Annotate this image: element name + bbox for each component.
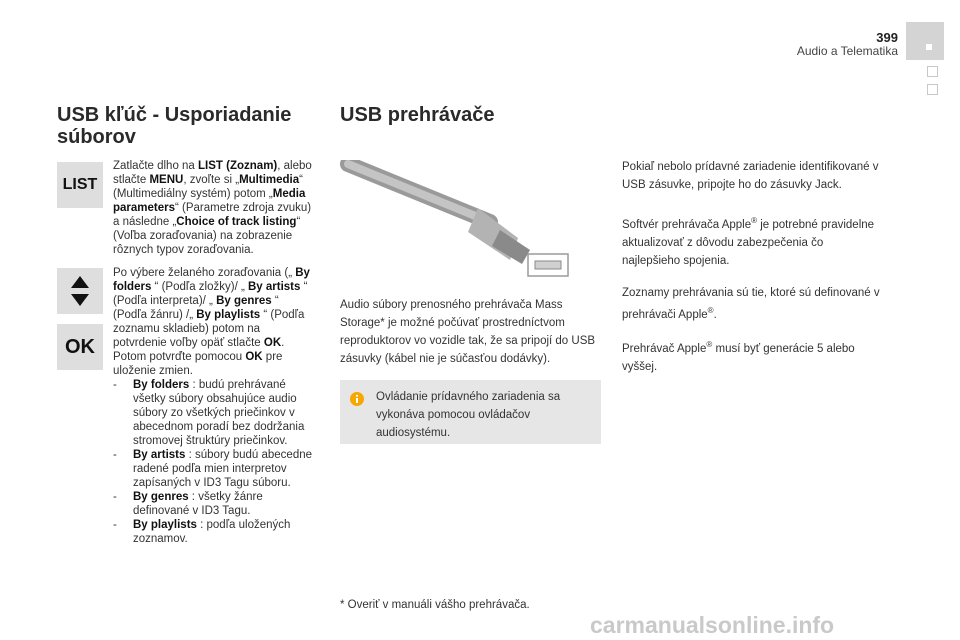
list-item: - By folders : budú prehrávané všetky súbory obsahujúce audio súbory zo všetkých priečinkov v abecednom poradí bez dodržania stromovej štruktúry priečinkov. <box>113 379 305 447</box>
section-title: Audio a Telematika <box>796 44 898 58</box>
left-paragraph-1: Zatlačte dlho na LIST (Zoznam), alebo stlačte MENU, zvoľte si „Multimedia“ (Multimediálny systém) potom „Media parameters“ (Parametre zdroja zvuku) a následne „Choice of track listing“ (Voľba zoraďovania) na zobrazenie rôznych typov zoraďovania. <box>113 160 312 256</box>
chapter-tab <box>906 22 944 60</box>
watermark: carmanualsonline.info <box>590 612 835 638</box>
right-paragraph-3: Zoznamy prehrávania sú tie, ktoré sú definované v prehrávači Apple®. <box>622 287 880 321</box>
left-title: USB kľúč - Usporiadanie súborov <box>57 104 292 148</box>
footnote: * Overiť v manuáli vášho prehrávača. <box>340 599 530 611</box>
usb-plug-illustration <box>340 160 580 280</box>
right-paragraph-4: Prehrávač Apple® musí byť generácie 5 alebo vyššej. <box>622 340 855 373</box>
left-paragraph-2: Po výbere želaného zoraďovania („ By folders “ (Podľa zložky)/ „ By artists “ (Podľa interpreta)/ „ By genres “ (Podľa žánru) /„ By playlists “ (Podľa zoznamu skladieb) potom na potvrdenie voľby opäť stlačte OK. Potom potvrďte pomocou OK pre uloženie zmien. - By folders : budú prehrávané všetky súbory obsahujúce audio súbory zo všetkých priečinkov v abecednom poradí bez dodržania stromovej štruktúry priečinkov. - By artists : súbory budú abecedne radené podľa mien interpretov zapísaných v ID3 Tagu súboru. - By genres : všetky žánre definované v ID3 Tagu. - By playlists : podľa uložených zoznamov. <box>113 266 315 546</box>
right-paragraph-2: Softvér prehrávača Apple® je potrebné pravidelne aktualizovať z dôvodu zabezpečenia čo najlepšieho spojenia. <box>622 216 875 267</box>
chapter-square-2 <box>927 84 938 95</box>
ok-button-icon <box>57 324 103 370</box>
up-down-arrows-icon <box>57 268 103 314</box>
page-number: 399 <box>876 30 898 45</box>
right-paragraph-1: Pokiaľ nebolo prídavné zariadenie identifikované v USB zásuvke, pripojte ho do zásuvky Jack. <box>622 161 879 191</box>
middle-title: USB prehrávače <box>340 104 495 126</box>
chapter-square-1 <box>927 66 938 77</box>
up-down-arrows-svg <box>69 274 91 308</box>
middle-paragraph: Audio súbory prenosného prehrávača Mass Storage* je možné počúvať prostredníctvom reproduktorov vo vozidle tak, že sa pripojí do USB zásuvky (kábel nie je súčasťou dodávky). <box>340 299 596 365</box>
list-item: - By genres : všetky žánre definované v ID3 Tagu. <box>113 491 263 517</box>
ok-icon-label: OK <box>65 335 95 358</box>
list-item: - By playlists : podľa uložených zoznamov. <box>113 519 291 545</box>
chapter-tab-marker <box>926 44 932 50</box>
info-box <box>340 380 601 444</box>
sort-options-list <box>113 378 315 546</box>
info-text: Ovládanie prídavného zariadenia sa vykonáva pomocou ovládačov audiosystému. <box>376 391 561 439</box>
list-item: - By artists : súbory budú abecedne radené podľa mien interpretov zapísaných v ID3 Tagu súboru. <box>113 449 313 489</box>
list-button-icon <box>57 162 103 208</box>
info-icon <box>350 392 364 406</box>
list-icon-label: LIST <box>62 176 98 193</box>
